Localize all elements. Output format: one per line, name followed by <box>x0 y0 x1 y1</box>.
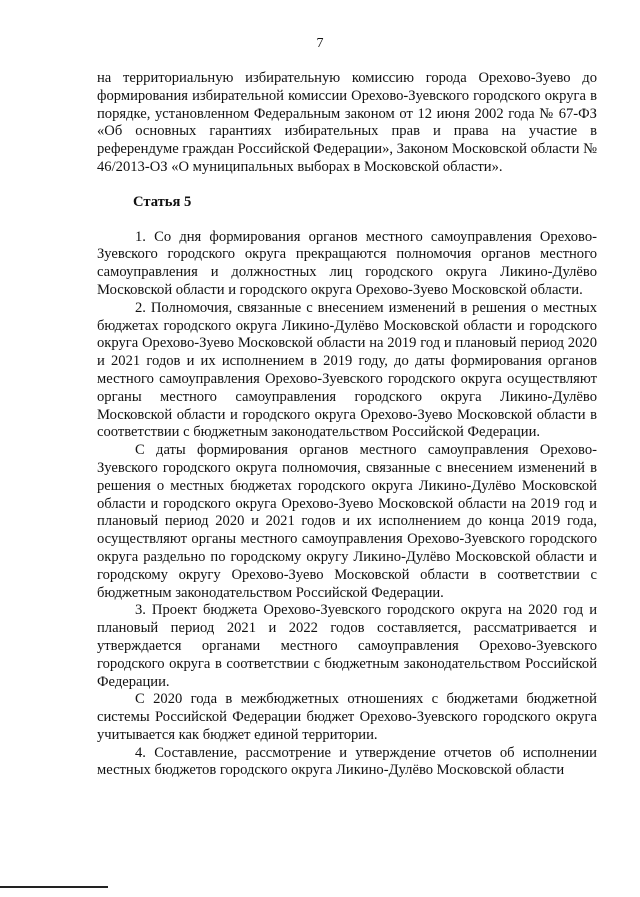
document-body <box>97 70 597 780</box>
page-number: 7 <box>316 36 324 51</box>
paragraph-article-5-item-3: 3. Проект бюджета Орехово-Зуевского городского округа на 2020 год и плановый период 2021 и 2022 годов составляется, рассматривается и утверждается органами местного самоуправления Орехово-Зуевского городского округа в соответствии с бюджетным законодательством Российской Федерации. <box>97 602 597 690</box>
paragraph-article-5-item-3-continued: С 2020 года в межбюджетных отношениях с бюджетами бюджетной системы Российской Федерации бюджет Орехово-Зуевского городского округа учитывается как бюджет единой территории. <box>97 691 597 743</box>
paragraph-article-5-item-2-continued: С даты формирования органов местного самоуправления Орехово-Зуевского городского округа полномочия, связанные с внесением изменений в решения о местных бюджетах городского округа Ликино-Дулёво Московской области и городского округа Орехово-Зуево Московской области на 2019 год и плановый период 2020 и 2021 годов и их исполнением до конца 2019 года, осуществляют органы местного самоуправления Орехово-Зуевского городского округа раздельно по городскому округу Ликино-Дулёво Московской области и городскому округу Орехово-Зуево Московской области в соответствии с бюджетным законодательством Российской Федерации. <box>97 442 597 601</box>
paragraph-article-5-item-4: 4. Составление, рассмотрение и утверждение отчетов об исполнении местных бюджетов городского округа Ликино-Дулёво Московской области <box>97 744 597 779</box>
paragraph-article-5-item-1: 1. Со дня формирования органов местного самоуправления Орехово-Зуевского городского округа прекращаются полномочия органов местного самоуправления и должностных лиц городского округа Ликино-Дулёво Московской области и городского округа Орехово-Зуево Московской области. <box>97 228 597 298</box>
footnote-divider <box>0 886 108 888</box>
paragraph-article-5-item-2: 2. Полномочия, связанные с внесением изменений в решения о местных бюджетах городского округа Ликино-Дулёво Московской области и городского округа Орехово-Зуево Московской области на 2019 год и плановый период 2020 и 2021 годов и их исполнением в 2019 году, до даты формирования органов местного самоуправления Орехово-Зуевского городского округа осуществляют органы местного самоуправления городского округа Ликино-Дулёво Московской области и городского округа Орехово-Зуево Московской области в соответствии с бюджетным законодательством Российской Федерации. <box>97 299 597 441</box>
article-heading: Статья 5 <box>133 193 192 210</box>
paragraph-intro: на территориальную избирательную комиссию города Орехово-Зуево до формирования избирательной комиссии Орехово-Зуевского городского округа в порядке, установленном Федеральным законом от 12 июня 2002 года № 67-ФЗ «Об основных гарантиях избирательных прав и права на участие в референдуме граждан Российской Федерации», Законом Московской области № 46/2013-ОЗ «О муниципальных выборах в Московской области». <box>97 70 597 175</box>
